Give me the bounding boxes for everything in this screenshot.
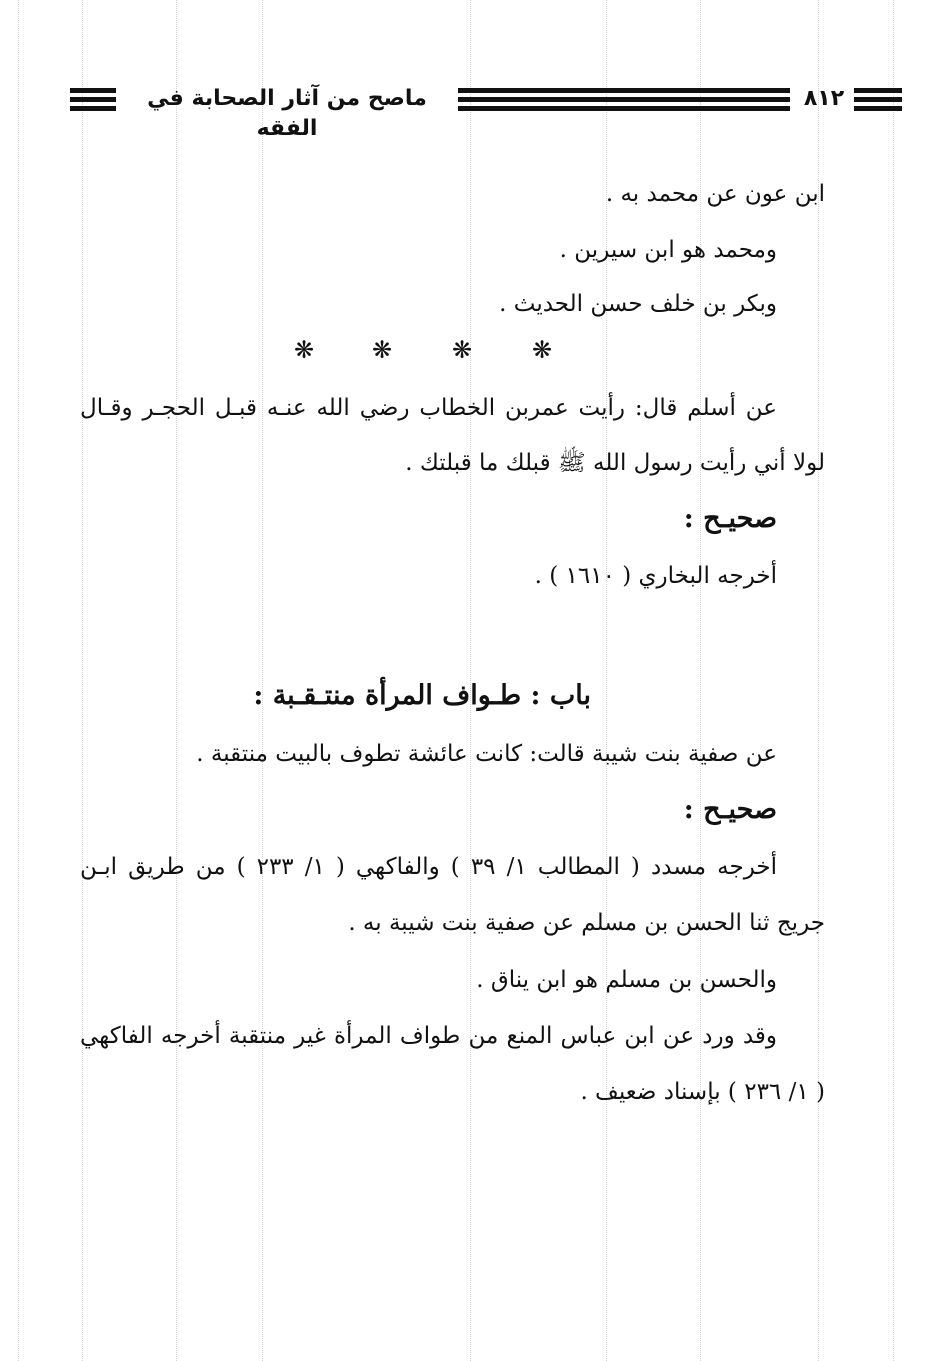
header-rule-left	[70, 82, 116, 116]
scan-artifact	[893, 0, 894, 1361]
text-line: لولا أني رأيت رسول الله ﷺ قبلك ما قبلتك .	[405, 450, 825, 476]
running-header	[70, 82, 845, 141]
header-title: ماصح من آثار الصحابة في الفقه	[147, 86, 427, 141]
page-number: ٨١٢	[803, 86, 845, 111]
text-line: أخرجه مسدد ( المطالب ١/ ٣٩ ) والفاكهي ( ١/ ٢٣٣ ) من طريق ابـن	[80, 854, 777, 880]
text-line: ابن عون عن محمد به .	[605, 181, 825, 207]
chapter-heading: باب : طـواف المرأة منتـقـبة :	[253, 680, 591, 711]
header-rule-middle	[458, 82, 790, 116]
text-line: وبكر بن خلف حسن الحديث .	[499, 291, 777, 317]
text-line: وقد ورد عن ابن عباس المنع من طواف المرأة غير منتقبة أخرجه الفاكهي	[80, 1023, 777, 1049]
scan-artifact	[18, 0, 19, 1361]
text-line: عن أسلم قال: رأيت عمربن الخطاب رضي الله عنـه قبـل الحجـر وقـال	[80, 395, 777, 421]
ornament-icon: ❋	[371, 336, 393, 364]
ornament-icon: ❋	[451, 336, 473, 364]
text-line: ( ١/ ٢٣٦ ) بإسناد ضعيف .	[580, 1079, 825, 1105]
grading-heading: صحيـح :	[683, 794, 777, 825]
text-line: والحسن بن مسلم هو ابن يناق .	[476, 967, 777, 993]
header-rule-right	[854, 82, 902, 116]
ornament-icon: ❋	[531, 336, 553, 364]
text-line: جريج ثنا الحسن بن مسلم عن صفية بنت شيبة به .	[348, 910, 825, 936]
ornament-icon: ❋	[293, 336, 315, 364]
scan-artifact	[82, 0, 83, 1361]
section-separator	[290, 336, 570, 366]
text-line: أخرجه البخاري ( ١٦١٠ ) .	[534, 563, 777, 589]
text-line: عن صفية بنت شيبة قالت: كانت عائشة تطوف بالبيت منتقبة .	[196, 741, 777, 767]
text-line: ومحمد هو ابن سيرين .	[559, 237, 777, 263]
grading-heading: صحيـح :	[683, 503, 777, 534]
